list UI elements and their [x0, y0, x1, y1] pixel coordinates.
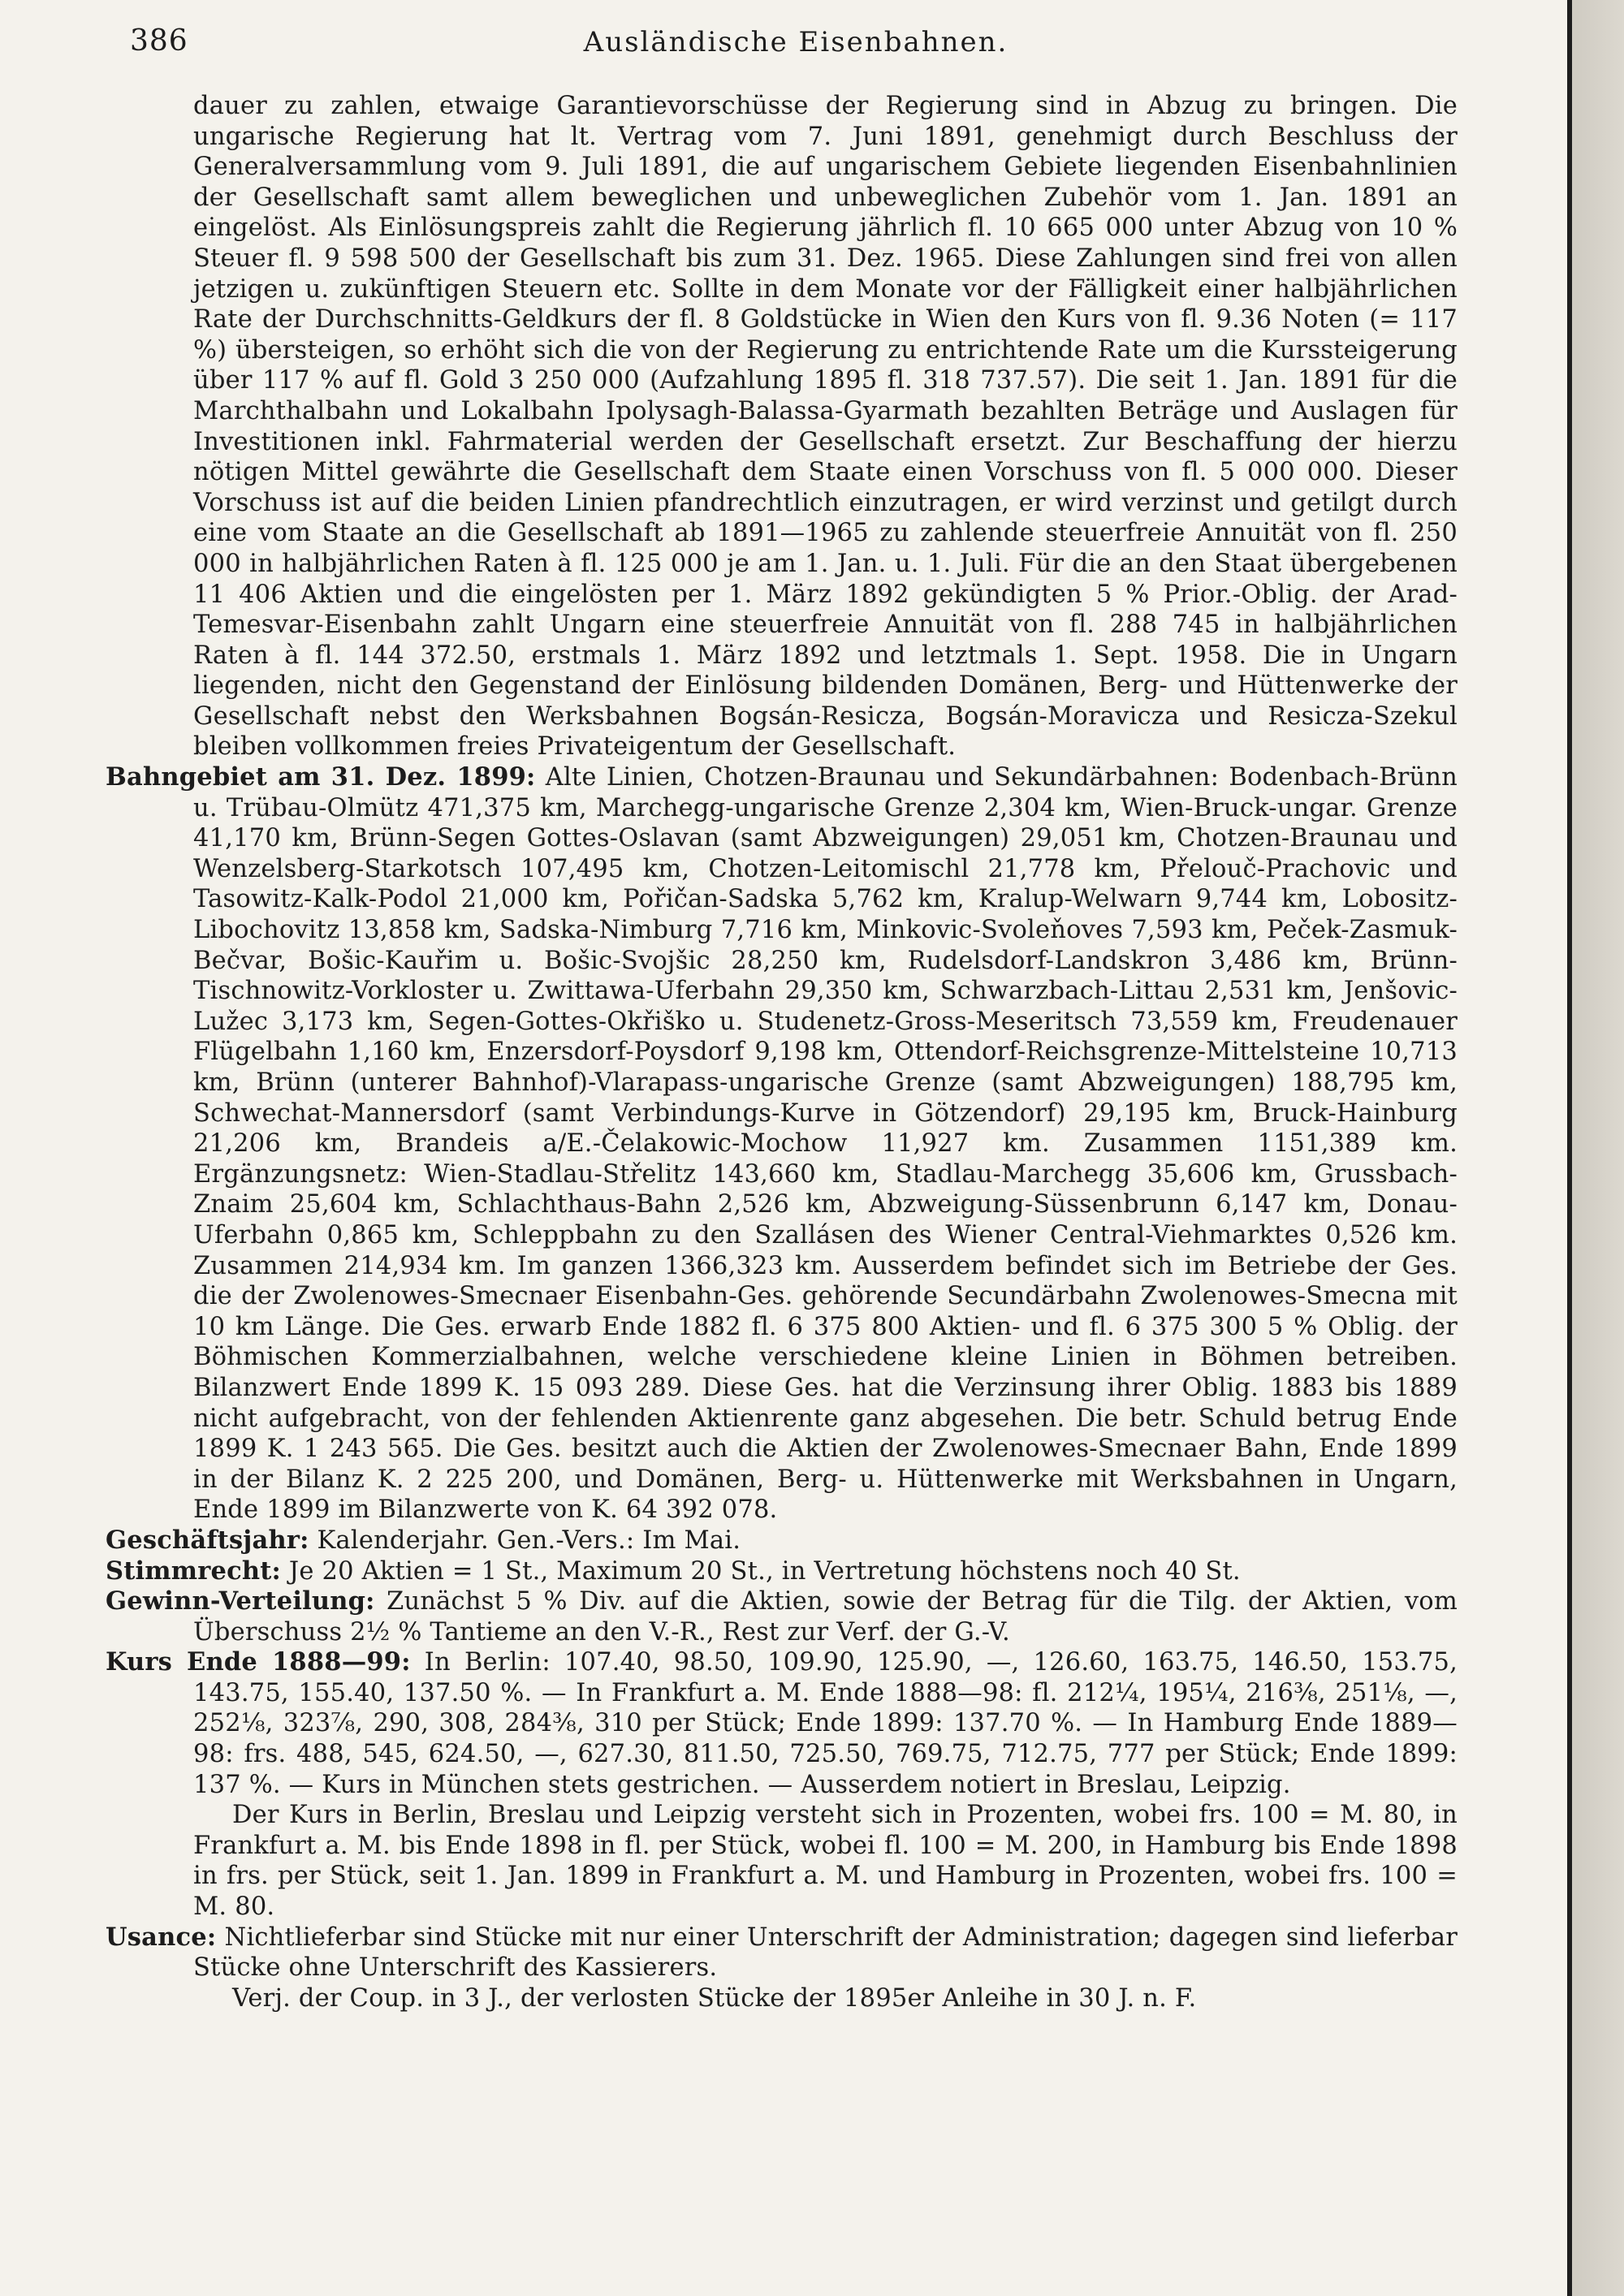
paragraph-geschaeftsjahr: [106, 1526, 1458, 1556]
paragraph-text: Alte Linien, Chotzen-Braunau und Sekundärbahnen: Bodenbach-Brünn u. Trübau-Olmütz 471,375 km, Marchegg-ungarische Grenze 2,304 km, Wien-Bruck-ungar. Grenze 41,170 km, Brünn-Segen Gottes-Oslavan (samt Abzweigungen) 29,051 km, Chotzen-Braunau und Wenzelsberg-Starkotsch 107,495 km, Chotzen-Leitomischl 21,778 km, Přelouč-Prachovic und Tasowitz-Kalk-Podol 21,000 km, Pořičan-Sadska 5,762 km, Kralup-Welwarn 9,744 km, Lobositz-Libochovitz 13,858 km, Sadska-Nimburg 7,716 km, Minkovic-Svoleňoves 7,593 km, Peček-Zasmuk-Bečvar, Bošic-Kauřim u. Bošic-Svojšic 28,250 km, Rudelsdorf-Landskron 3,486 km, Brünn-Tischnowitz-Vorkloster u. Zwittawa-Uferbahn 29,350 km, Schwarzbach-Littau 2,531 km, Jenšovic-Lužec 3,173 km, Segen-Gottes-Okřiško u. Studenetz-Gross-Meseritsch 73,559 km, Freudenauer Flügelbahn 1,160 km, Enzersdorf-Poysdorf 9,198 km, Ottendorf-Reichsgrenze-Mittelsteine 10,713 km, Brünn (unterer Bahnhof)-Vlarapass-ungarische Grenze (samt Abzweigungen) 188,795 km, Schwechat-Mannersdorf (samt Verbindungs-Kurve in Götzendorf) 29,195 km, Bruck-Hainburg 21,206 km, Brandeis a/E.-Čelakowic-Mochow 11,927 km. Zusammen 1151,389 km. Ergänzungsnetz: Wien-Stadlau-Střelitz 143,660 km, Stadlau-Marchegg 35,606 km, Grussbach-Znaim 25,604 km, Schlachthaus-Bahn 2,526 km, Abzweigung-Süssenbrunn 6,147 km, Donau-Uferbahn 0,865 km, Schleppbahn zu den Szallásen des Wiener Central-Viehmarktes 0,526 km. Zusammen 214,934 km. Im ganzen 1366,323 km. Ausserdem befindet sich im Betriebe der Ges. die der Zwolenowes-Smecnaer Eisenbahn-Ges. gehörende Secundärbahn Zwolenowes-Smecna mit 10 km Länge. Die Ges. erwarb Ende 1882 fl. 6 375 800 Aktien- und fl. 6 375 300 5 % Oblig. der Böhmischen Kommerzialbahnen, welche verschiedene kleine Linien in Böhmen betreiben. Bilanzwert Ende 1899 K. 15 093 289. Diese Ges. hat die Verzinsung ihrer Oblig. 1883 bis 1889 nicht aufgebracht, von der fehlenden Aktienrente ganz abgesehen. Die betr. Schuld betrug Ende 1899 K. 1 243 565. Die Ges. besitzt auch die Aktien der Zwolenowes-Smecnaer Bahn, Ende 1899 in der Bilanz K. 2 225 200, und Domänen, Berg- u. Hüttenwerke mit Werksbahnen in Ungarn, Ende 1899 im Bilanzwerte von K. 64 392 078.: [193, 763, 1458, 1525]
paragraph-kurs-erlaeuterung: [106, 1800, 1458, 1922]
paragraph-bahngebiet: [106, 762, 1458, 1526]
paragraph-text: dauer zu zahlen, etwaige Garantievorschüsse der Regierung sind in Abzug zu bringen. Die ungarische Regierung hat lt. Vertrag vom 7. Juni 1891, genehmigt durch Beschluss der Generalversammlung vom 9. Juli 1891, die auf ungarischem Gebiete liegenden Eisenbahnlinien der Gesellschaft samt allem beweglichen und unbeweglichen Zubehör vom 1. Jan. 1891 an eingelöst. Als Einlösungspreis zahlt die Regierung jährlich fl. 10 665 000 unter Abzug von 10 % Steuer fl. 9 598 500 der Gesellschaft bis zum 31. Dez. 1965. Diese Zahlungen sind frei von allen jetzigen u. zukünftigen Steuern etc. Sollte in dem Monate vor der Fälligkeit einer halbjährlichen Rate der Durchschnitts-Geldkurs der fl. 8 Goldstücke in Wien den Kurs von fl. 9.36 Noten (= 117 %) übersteigen, so erhöht sich die von der Regierung zu entrichtende Rate um die Kurssteigerung über 117 % auf fl. Gold 3 250 000 (Aufzahlung 1895 fl. 318 737.57). Die seit 1. Jan. 1891 für die Marchthalbahn und Lokalbahn Ipolysagh-Balassa-Gyarmath bezahlten Beträge und Auslagen für Investitionen inkl. Fahrmaterial werden der Gesellschaft ersetzt. Zur Beschaffung der hierzu nötigen Mittel gewährte die Gesellschaft dem Staate einen Vorschuss von fl. 5 000 000. Dieser Vorschuss ist auf die beiden Linien pfandrechtlich einzutragen, er wird verzinst und getilgt durch eine vom Staate an die Gesellschaft ab 1891—1965 zu zahlende steuerfreie Annuität von fl. 250 000 in halbjährlichen Raten à fl. 125 000 je am 1. Jan. u. 1. Juli. Für die an den Staat übergebenen 11 406 Aktien und die eingelösten per 1. März 1892 gekündigten 5 % Prior.-Oblig. der Arad-Temesvar-Eisenbahn zahlt Ungarn eine steuerfreie Annuität von fl. 288 745 in halbjährlichen Raten à fl. 144 372.50, erstmals 1. März 1892 und letztmals 1. Sept. 1958. Die in Ungarn liegenden, nicht den Gegenstand der Einlösung bildenden Domänen, Berg- und Hüttenwerke der Gesellschaft nebst den Werksbahnen Bogsán-Resicza, Bogsán-Moravicza und Resicza-Szekul bleiben vollkommen freies Privateigentum der Gesellschaft.: [193, 92, 1458, 762]
paragraph-text: Je 20 Aktien = 1 St., Maximum 20 St., in Vertretung höchstens noch 40 St.: [281, 1556, 1241, 1586]
paragraph-text: Zunächst 5 % Div. auf die Aktien, sowie der Betrag für die Tilg. der Aktien, vom Überschuss 2½ % Tantieme an den V.-R., Rest zur Verf. der G.-V.: [193, 1587, 1458, 1646]
paragraph-text: Kalenderjahr. Gen.-Vers.: Im Mai.: [309, 1526, 741, 1555]
paragraph-lead: Kurs Ende 1888—99:: [106, 1647, 411, 1677]
paragraph-lead: Stimmrecht:: [106, 1556, 282, 1586]
running-title: Ausländische Eisenbahnen.: [583, 26, 1009, 58]
paragraph-text: In Berlin: 107.40, 98.50, 109.90, 125.90, —, 126.60, 163.75, 146.50, 153.75, 143.75, 155.40, 137.50 %. — In Frankfurt a. M. Ende 1888—98: fl. 212¼, 195¼, 216⅜, 251⅛, —, 252⅛, 323⅞, 290, 308, 284⅜, 310 per Stück; Ende 1899: 137.70 %. — In Hamburg Ende 1889—98: frs. 488, 545, 624.50, —, 627.30, 811.50, 725.50, 769.75, 712.75, 777 per Stück; Ende 1899: 137 %. — Kurs in München stets gestrichen. — Ausserdem notiert in Breslau, Leipzig.: [193, 1648, 1458, 1799]
page-header: [130, 24, 1462, 65]
paragraph-lead: Gewinn-Verteilung:: [106, 1586, 375, 1616]
paragraph-text: Nichtlieferbar sind Stücke mit nur einer Unterschrift der Administration; dagegen sind lieferbar Stücke ohne Unterschrift des Kassierers.: [193, 1923, 1458, 1983]
paragraph-gewinn-verteilung: [106, 1586, 1458, 1647]
paragraph-einloesung: [106, 91, 1458, 762]
paragraph-lead: Usance:: [106, 1922, 217, 1952]
paragraph-verjaehrung: [106, 1983, 1458, 2014]
body-text: [106, 91, 1458, 2013]
paragraph-lead: Geschäftsjahr:: [106, 1525, 309, 1555]
paragraph-kurs: [106, 1647, 1458, 1800]
paragraph-usance: [106, 1923, 1458, 1983]
page-edge: [1567, 0, 1624, 2296]
page-number: 386: [130, 24, 188, 58]
paragraph-stimmrecht: [106, 1556, 1458, 1587]
paragraph-text: Der Kurs in Berlin, Breslau und Leipzig versteht sich in Prozenten, wobei frs. 100 = M. 80, in Frankfurt a. M. bis Ende 1898 in fl. per Stück, wobei fl. 100 = M. 200, in Hamburg bis Ende 1898 in frs. per Stück, seit 1. Jan. 1899 in Frankfurt a. M. und Hamburg in Prozenten, wobei frs. 100 = M. 80.: [193, 1801, 1458, 1922]
paragraph-text: Verj. der Coup. in 3 J., der verlosten Stücke der 1895er Anleihe in 30 J. n. F.: [232, 1983, 1197, 2013]
paragraph-lead: Bahngebiet am 31. Dez. 1899:: [106, 762, 536, 792]
